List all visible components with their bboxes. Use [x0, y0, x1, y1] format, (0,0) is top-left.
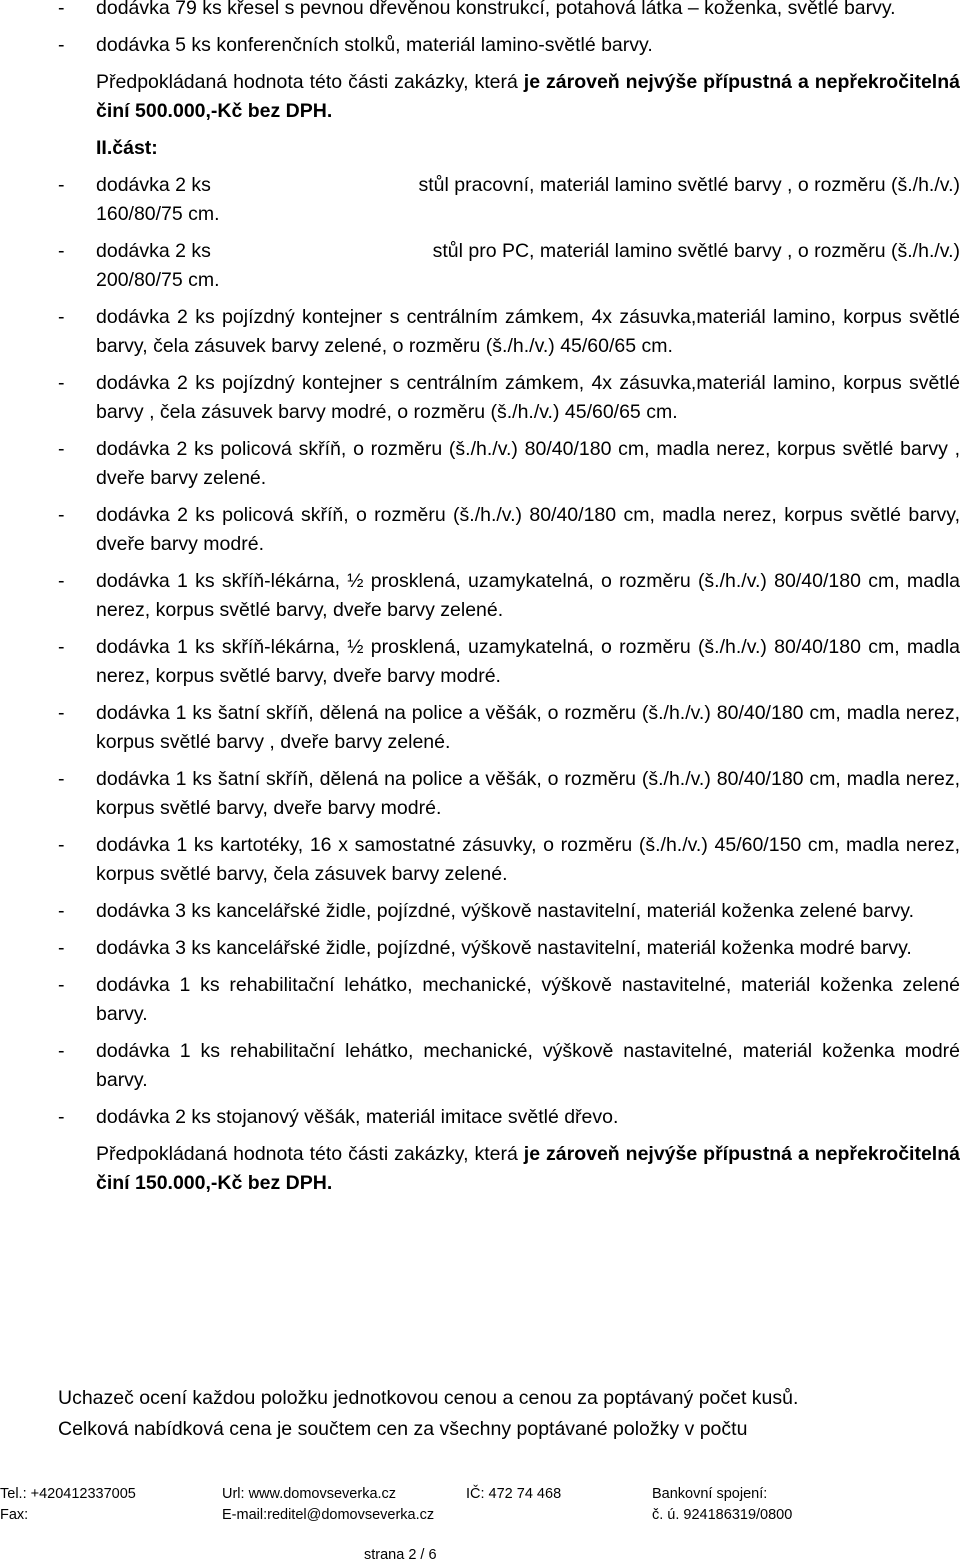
value-prefix: Předpokládaná hodnota této části zakázky, která [96, 1143, 524, 1165]
footer-fax: Fax: [0, 1507, 29, 1523]
list-item [58, 435, 960, 493]
list-item-text: dodávka 2 ks pojízdný kontejner s centrálním zámkem, 4x zásuvka,materiál lamino, korpus světlé barvy , čela zásuvek barvy modré, o rozměru (š./h./v.) 45/60/65 cm. [96, 372, 960, 423]
list-dash: - [58, 636, 65, 658]
list-item-quantity: dodávka 2 ks [96, 240, 211, 262]
list-item-text: dodávka 3 ks kancelářské židle, pojízdné, výškově nastavitelní, materiál koženka modré barvy. [96, 937, 912, 959]
closing-line: Celková nabídková cena je součtem cen za všechny poptávané položky v počtu [58, 1418, 748, 1440]
list-item [58, 369, 960, 427]
footer-bank-label: Bankovní spojení: [652, 1486, 768, 1502]
value-middle: činí [96, 100, 136, 122]
list-dash: - [58, 834, 65, 856]
value-prefix: Předpokládaná hodnota této části zakázky, která [96, 71, 524, 93]
footer-phone: Tel.: +420412337005 [0, 1486, 136, 1502]
footer-row [0, 1484, 960, 1505]
list-item [58, 633, 960, 691]
list-dash: - [58, 306, 65, 328]
list-item-text: dodávka 3 ks kancelářské židle, pojízdné, výškově nastavitelní, materiál koženka zelené barvy. [96, 900, 914, 922]
value-bold: je zároveň nejvýše přípustná a nepřekročitelná činí 150.000,-Kč bez DPH. [96, 1143, 960, 1194]
list-item-text: dodávka 2 ks pojízdný kontejner s centrálním zámkem, 4x zásuvka,materiál lamino, korpus světlé barvy, čela zásuvek barvy zelené, o rozměru (š./h./v.) 45/60/65 cm. [96, 306, 960, 357]
list-item-text: dodávka 2 ks policová skříň, o rozměru (š./h./v.) 80/40/180 cm, madla nerez, korpus světlé barvy, dveře barvy modré. [96, 504, 960, 555]
list-item [58, 303, 960, 361]
value-bold: je zároveň nejvýše přípustná a nepřekročitelná [523, 71, 960, 93]
footer-url[interactable]: Url: www.domovseverka.cz [222, 1486, 397, 1502]
list-item-text: dodávka 1 ks rehabilitační lehátko, mechanické, výškově nastavitelné, materiál koženka modré barvy. [96, 1040, 960, 1091]
list-dash: - [58, 974, 65, 996]
closing-line: Uchazeč ocení každou položku jednotkovou cenou a cenou za poptávaný počet kusů. [58, 1387, 799, 1409]
split-line [96, 171, 960, 200]
list-item [58, 934, 960, 963]
estimated-value-part2 [58, 1140, 960, 1198]
list-dash: - [58, 937, 65, 959]
list-item-text: dodávka 2 ks policová skříň, o rozměru (š./h./v.) 80/40/180 cm, madla nerez, korpus světlé barvy , dveře barvy zelené. [96, 438, 960, 489]
list-item-text: stůl pro PC, materiál lamino světlé barvy , o rozměru (š./h./v.) [432, 240, 960, 262]
footer [0, 1484, 960, 1526]
list-dash: - [58, 240, 65, 262]
items-section [58, 0, 960, 1206]
split-line [96, 237, 960, 266]
list-item [58, 171, 960, 229]
list-item [58, 699, 960, 757]
list-dash: - [58, 1106, 65, 1128]
list-item [58, 765, 960, 823]
footer-email[interactable]: E-mail:reditel@domovseverka.cz [222, 1507, 435, 1523]
list-item [58, 897, 960, 926]
list-item-quantity: dodávka 2 ks [96, 174, 211, 196]
footer-account: č. ú. 924186319/0800 [652, 1507, 793, 1523]
value-amount: 500.000,-Kč bez DPH. [135, 100, 333, 122]
list-dash: - [58, 768, 65, 790]
list-item [58, 0, 960, 23]
list-dash: - [58, 1040, 65, 1062]
list-dash: - [58, 900, 65, 922]
part2-list [58, 303, 960, 1132]
list-item-dimensions: 160/80/75 cm. [96, 203, 220, 225]
list-dash: - [58, 570, 65, 592]
list-item [58, 1103, 960, 1132]
list-dash: - [58, 34, 65, 56]
list-item-dimensions: 200/80/75 cm. [96, 269, 220, 291]
list-dash: - [58, 438, 65, 460]
list-dash: - [58, 372, 65, 394]
closing-paragraph [58, 1383, 960, 1445]
list-item-text: dodávka 1 ks šatní skříň, dělená na police a věšák, o rozměru (š./h./v.) 80/40/180 cm, madla nerez, korpus světlé barvy, dveře barvy modré. [96, 768, 960, 819]
list-item [58, 31, 960, 60]
list-item-text: dodávka 1 ks kartotéky, 16 x samostatné zásuvky, o rozměru (š./h./v.) 45/60/150 cm, madla nerez, korpus světlé barvy, čela zásuvek barvy zelené. [96, 834, 960, 885]
page-number: strana 2 / 6 [364, 1547, 437, 1563]
list-item [58, 237, 960, 295]
list-item [58, 567, 960, 625]
footer-row [0, 1505, 960, 1526]
list-item-text: dodávka 1 ks skříň-lékárna, ½ prosklená, uzamykatelná, o rozměru (š./h./v.) 80/40/180 cm, madla nerez, korpus světlé barvy, dveře barvy modré. [96, 636, 960, 687]
list-item [58, 1037, 960, 1095]
list-item [58, 501, 960, 559]
list-dash: - [58, 702, 65, 724]
footer-company-id: IČ: 472 74 468 [466, 1486, 562, 1502]
list-dash: - [58, 504, 65, 526]
list-dash: - [58, 0, 65, 19]
list-item-text: dodávka 79 ks křesel s pevnou dřevěnou konstrukcí, potahová látka – koženka, světlé barvy. [96, 0, 896, 19]
list-item-text: dodávka 1 ks skříň-lékárna, ½ prosklená, uzamykatelná, o rozměru (š./h./v.) 80/40/180 cm, madla nerez, korpus světlé barvy, dveře barvy zelené. [96, 570, 960, 621]
list-dash: - [58, 174, 65, 196]
list-item-text: stůl pracovní, materiál lamino světlé barvy , o rozměru (š./h./v.) [418, 174, 960, 196]
list-item [58, 831, 960, 889]
list-item [58, 971, 960, 1029]
list-item-text: dodávka 1 ks rehabilitační lehátko, mechanické, výškově nastavitelné, materiál koženka zelené barvy. [96, 974, 960, 1025]
list-item-text: dodávka 5 ks konferenčních stolků, materiál lamino-světlé barvy. [96, 34, 653, 56]
list-item-text: dodávka 2 ks stojanový věšák, materiál imitace světlé dřevo. [96, 1106, 619, 1128]
part-heading: II.část: [96, 137, 158, 159]
list-item-text: dodávka 1 ks šatní skříň, dělená na police a věšák, o rozměru (š./h./v.) 80/40/180 cm, madla nerez, korpus světlé barvy , dveře barvy zelené. [96, 702, 960, 753]
estimated-value-part1 [58, 68, 960, 126]
